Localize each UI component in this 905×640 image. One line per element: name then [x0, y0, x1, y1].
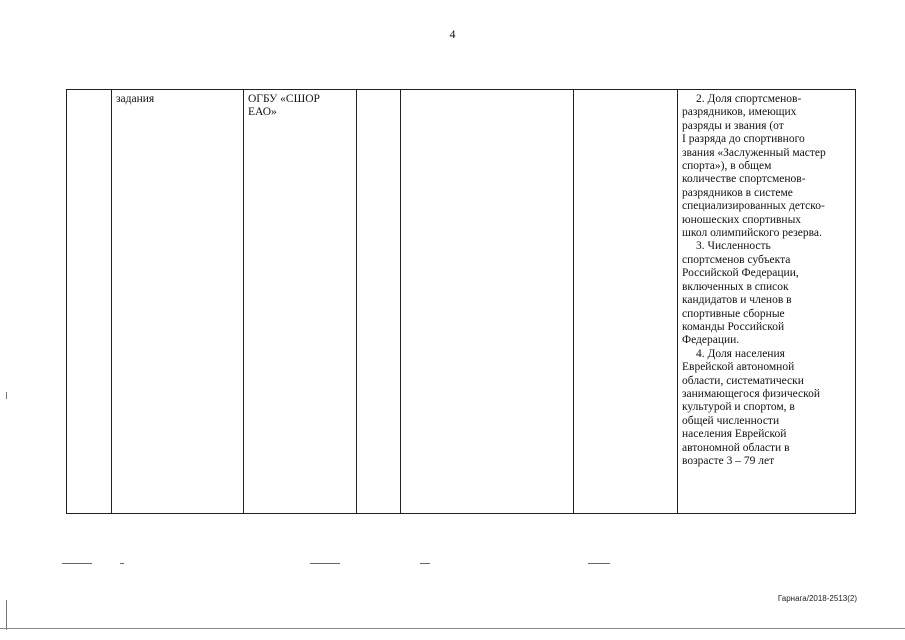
- indicator-line: разрядников в системе: [682, 186, 793, 199]
- indicator-line: Федерации.: [682, 334, 740, 347]
- indicator-line: спорта»), в общем: [682, 160, 772, 173]
- scan-artifact: [310, 563, 340, 564]
- indicator-line: спортивные сборные: [682, 307, 785, 320]
- indicator-line: школ олимпийского резерва.: [682, 227, 822, 240]
- indicator-line: включенных в список: [682, 280, 789, 293]
- indicator-line: юношеских спортивных: [682, 213, 802, 226]
- cell-organization: [244, 90, 357, 514]
- indicator-line: общей численности: [682, 414, 780, 427]
- indicator-line: количестве спортсменов-: [682, 173, 806, 186]
- indicator-line: спортсменов субъекта: [682, 253, 791, 266]
- indicator-line: Еврейской автономной: [682, 361, 795, 374]
- cell-indicators: [678, 90, 856, 514]
- indicator-line: области, систематически: [682, 374, 804, 387]
- scan-artifact: [62, 563, 92, 564]
- scan-artifact: [6, 392, 7, 399]
- scan-artifact: [588, 563, 610, 564]
- indicator-line: разрядников, имеющих: [682, 106, 797, 119]
- indicator-line: кандидатов и членов в: [682, 294, 792, 307]
- indicator-line: команды Российской: [682, 320, 785, 333]
- indicator-item-3: [682, 240, 851, 347]
- indicator-line: 3. Численность: [696, 240, 771, 253]
- cell-task: [112, 90, 244, 514]
- cell-empty: [574, 90, 678, 514]
- indicator-line: населения Еврейской: [682, 428, 787, 441]
- indicator-line: 4. Доля населения: [696, 347, 785, 360]
- table-row: [67, 90, 856, 514]
- indicator-line: Российской Федерации,: [682, 267, 799, 280]
- indicator-table: [66, 89, 856, 514]
- document-code: Гарнага/2018-2513(2): [777, 594, 857, 603]
- task-text: задания: [116, 93, 155, 105]
- scan-artifact: [420, 563, 430, 564]
- cell-empty: [357, 90, 401, 514]
- indicator-line: автономной области в: [682, 441, 790, 454]
- indicator-line: занимающегося физической: [682, 387, 821, 400]
- scan-artifact: [0, 628, 905, 629]
- scan-artifact: [120, 563, 124, 564]
- indicator-line: звания «Заслуженный мастер: [682, 146, 826, 159]
- organization-line: ЕАО»: [248, 106, 277, 119]
- cell-empty: [67, 90, 112, 514]
- indicator-line: возрасте 3 – 79 лет: [682, 454, 775, 467]
- cell-empty: [401, 90, 574, 514]
- organization-line: ОГБУ «СШОР: [248, 93, 320, 105]
- indicator-line: I разряда до спортивного: [682, 133, 805, 146]
- indicator-line: специализированных детско-: [682, 200, 825, 213]
- indicator-line: 2. Доля спортсменов-: [696, 93, 802, 105]
- page-number: 4: [449, 27, 456, 41]
- indicator-item-2: [682, 93, 851, 240]
- indicator-item-4: [682, 348, 851, 469]
- indicator-line: разряды и звания (от: [682, 119, 784, 132]
- scan-artifact: [6, 600, 7, 630]
- indicator-line: культурой и спортом, в: [682, 401, 795, 414]
